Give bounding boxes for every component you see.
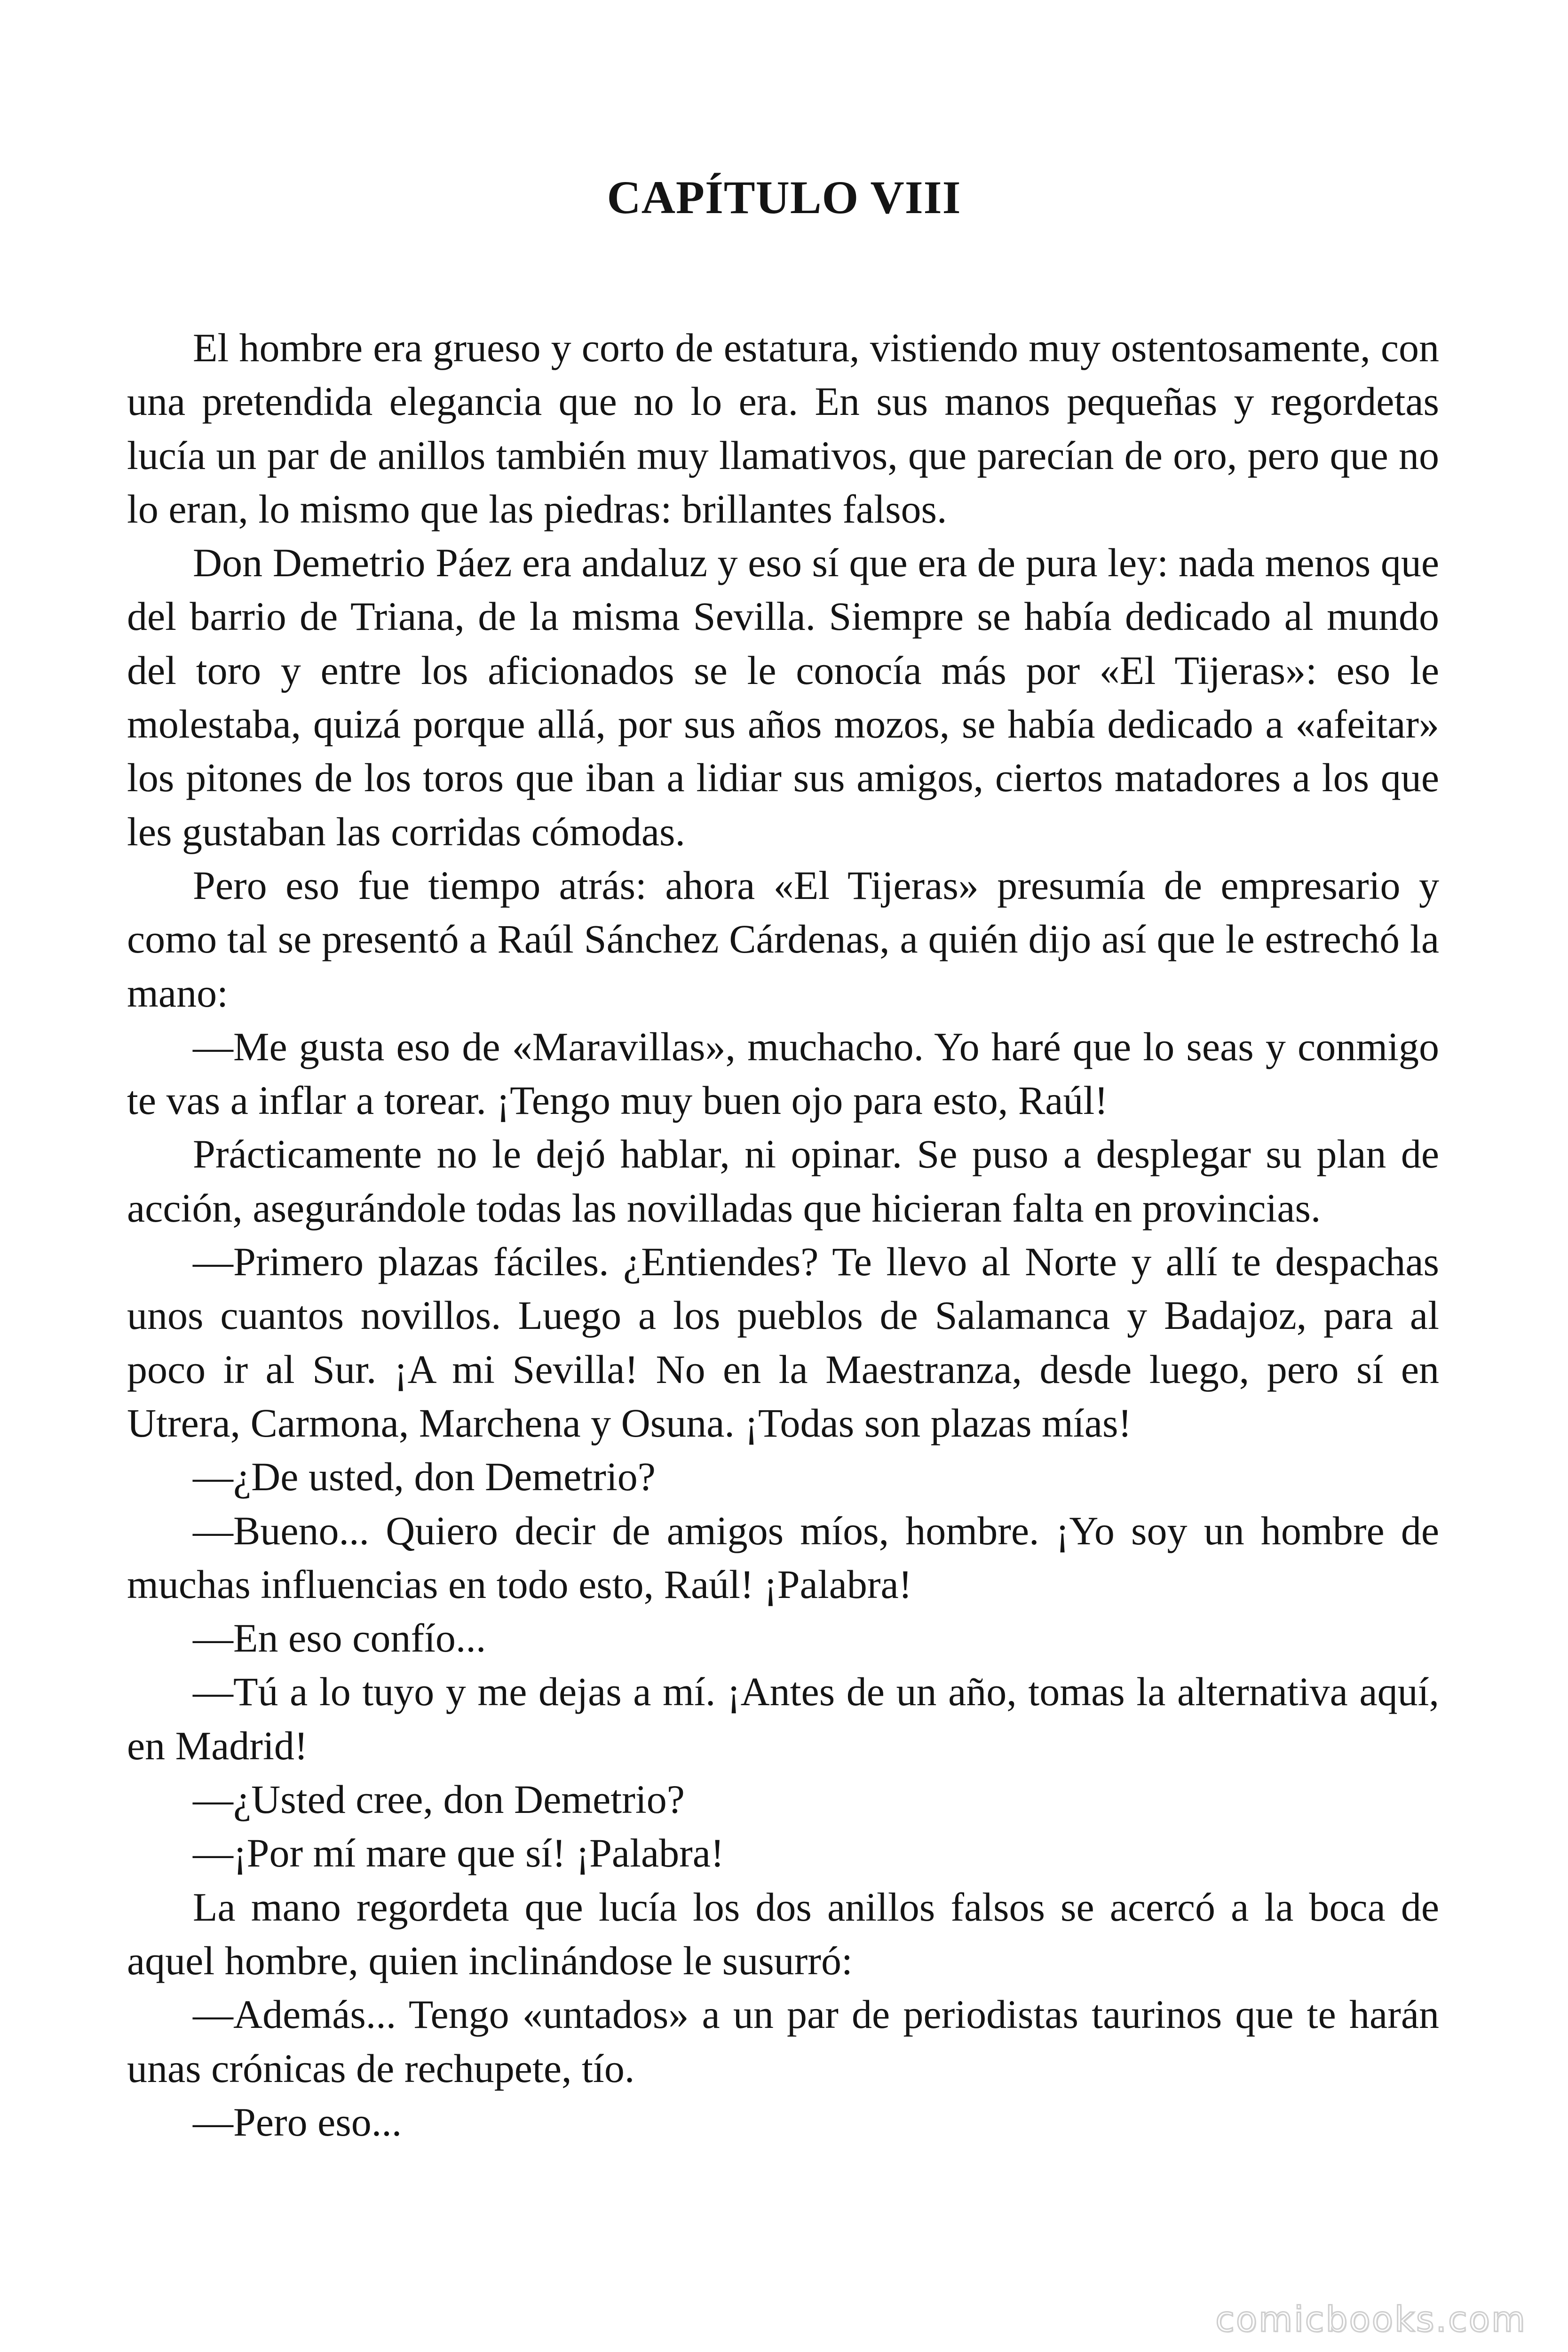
paragraph: —¿De usted, don Demetrio? [193, 1454, 656, 1500]
paragraph: La mano regordeta que lucía los dos anillos falsos se acercó a la boca de aquel hombre, quien inclinándose le susurró: [127, 1884, 1439, 1983]
paragraph: —Bueno... Quiero decir de amigos míos, hombre. ¡Yo soy un hombre de muchas influencias en todo esto, Raúl! ¡Palabra! [127, 1508, 1439, 1607]
paragraph: Prácticamente no le dejó hablar, ni opinar. Se puso a desplegar su plan de acción, asegurándole todas las novilladas que hicieran falta en provincias. [127, 1131, 1439, 1231]
chapter-body [127, 321, 1439, 2149]
paragraph: —¿Usted cree, don Demetrio? [193, 1777, 685, 1822]
watermark: comicbooks.com [1215, 2299, 1527, 2340]
paragraph: —En eso confío... [193, 1615, 486, 1661]
paragraph: Don Demetrio Páez era andaluz y eso sí que era de pura ley: nada menos que del barrio de Triana, de la misma Sevilla. Siempre se había dedicado al mundo del toro y entre los aficionados se le conocía más por «El Tijeras»: eso le molestaba, quizá porque allá, por sus años mozos, se había dedicado a «afeitar» los pitones de los toros que iban a lidiar sus amigos, ciertos matadores a los que les gustaban las corridas cómodas. [127, 540, 1439, 854]
paragraph: El hombre era grueso y corto de estatura, vistiendo muy ostentosamente, con una pretendida elegancia que no lo era. En sus manos pequeñas y regordetas lucía un par de anillos también muy llamativos, que parecían de oro, pero que no lo eran, lo mismo que las piedras: brillantes falsos. [127, 325, 1439, 532]
paragraph: —Primero plazas fáciles. ¿Entiendes? Te llevo al Norte y allí te despachas unos cuantos novillos. Luego a los pueblos de Salamanca y Badajoz, para al poco ir al Sur. ¡A mi Sevilla! No en la Maestranza, desde luego, pero sí en Utrera, Carmona, Marchena y Osuna. ¡Todas son plazas mías! [127, 1239, 1439, 1446]
paragraph: Pero eso fue tiempo atrás: ahora «El Tijeras» presumía de empresario y como tal se presentó a Raúl Sánchez Cárdenas, a quién dijo así que le estrechó la mano: [127, 862, 1439, 1016]
paragraph: —Pero eso... [193, 2099, 402, 2145]
chapter-title: CAPÍTULO VIII [607, 171, 961, 223]
paragraph: —Me gusta eso de «Maravillas», muchacho. Yo haré que lo seas y conmigo te vas a inflar a torear. ¡Tengo muy buen ojo para esto, Raúl! [127, 1024, 1439, 1123]
paragraph: —Además... Tengo «untados» a un par de periodistas taurinos que te harán unas crónicas de rechupete, tío. [127, 1992, 1439, 2091]
paragraph: —¡Por mí mare que sí! ¡Palabra! [193, 1830, 724, 1876]
paragraph: —Tú a lo tuyo y me dejas a mí. ¡Antes de un año, tomas la alternativa aquí, en Madrid! [127, 1669, 1439, 1768]
